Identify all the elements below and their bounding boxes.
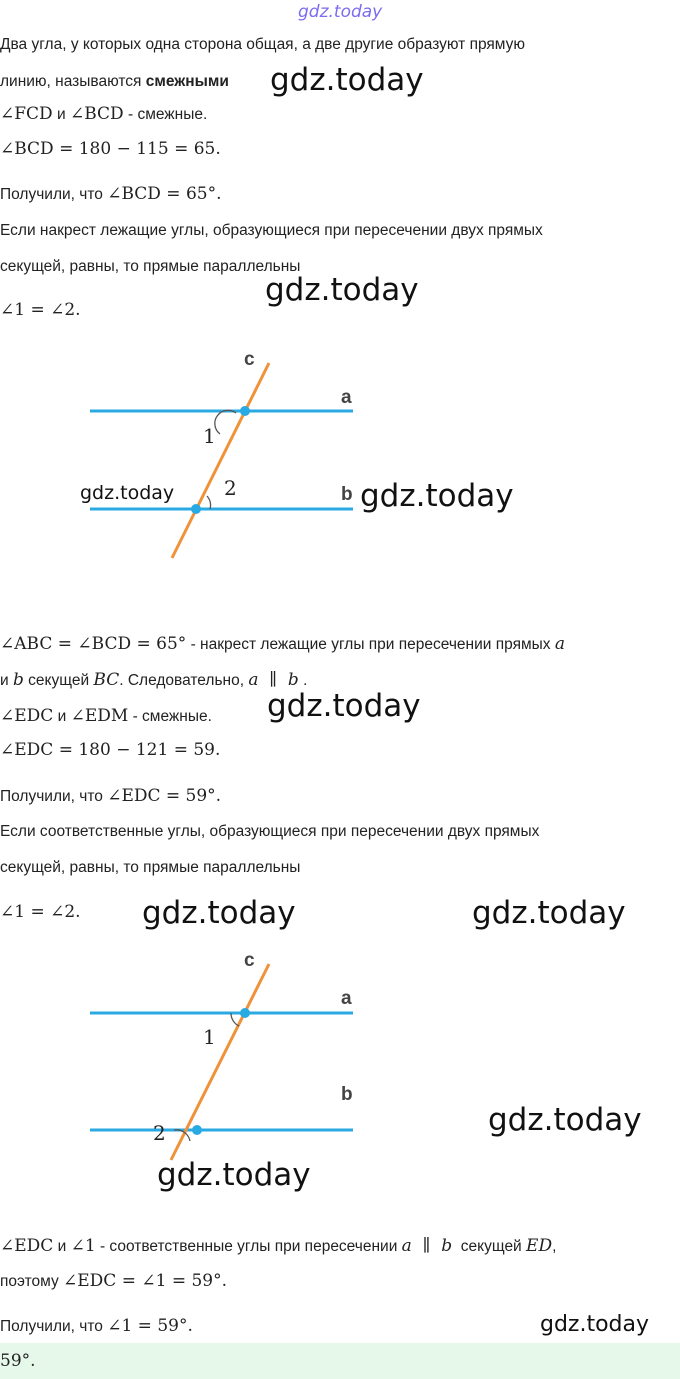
watermark-top: gdz.today: [298, 2, 383, 22]
math-line: ∠BCD = 180 − 115 = 65.: [0, 139, 221, 159]
text-line: ∠EDC и ∠EDM - смежные.: [0, 706, 212, 726]
angle-label-2: 2: [224, 476, 237, 500]
text-line: Два угла, у которых одна сторона общая, а две другие образуют прямую: [0, 36, 526, 53]
answer-value: 59°.: [0, 1351, 36, 1371]
intersection-point: [191, 504, 201, 514]
intersection-point: [240, 406, 250, 416]
label-a: a: [341, 988, 352, 1009]
text-line: ∠FCD и ∠BCD - смежные.: [0, 104, 208, 124]
angle-label-1: 1: [203, 424, 216, 448]
figure-corresponding-angles: [70, 948, 390, 1168]
angle-arc-1: [215, 410, 236, 434]
text-line: Если соответственные углы, образующиеся при пересечении двух прямых: [0, 823, 540, 840]
text-line: линию, называются смежными: [0, 73, 229, 90]
watermark: gdz.today: [488, 1102, 642, 1138]
text-line: ∠ABC = ∠BCD = 65° - накрест лежащие углы при пересечении прямых a: [0, 634, 565, 654]
text-line: Получили, что ∠BCD = 65°.: [0, 184, 222, 204]
text-line: Получили, что ∠EDC = 59°.: [0, 786, 222, 806]
label-c: c: [244, 950, 255, 971]
watermark: gdz.today: [157, 1157, 311, 1193]
math-line: ∠EDC = 180 − 121 = 59.: [0, 740, 221, 760]
text-line: Если накрест лежащие углы, образующиеся при пересечении двух прямых: [0, 222, 543, 239]
text-line: Получили, что ∠1 = 59°.: [0, 1316, 193, 1336]
intersection-point: [192, 1125, 202, 1135]
angle-arc-2: [207, 496, 211, 509]
angle-label-2: 2: [153, 1121, 166, 1145]
watermark: gdz.today: [265, 272, 419, 308]
math-line: ∠1 = ∠2.: [0, 300, 81, 320]
angle-label-1: 1: [203, 1025, 216, 1049]
watermark: gdz.today: [267, 688, 421, 724]
label-b: b: [341, 1084, 353, 1105]
text-line: секущей, равны, то прямые параллельны: [0, 258, 301, 275]
label-b: b: [341, 484, 353, 505]
watermark: gdz.today: [540, 1312, 650, 1337]
text-line: и b секущей BC. Следовательно, a ∥ b .: [0, 670, 308, 690]
answer-box: [0, 1343, 680, 1379]
intersection-point: [240, 1008, 250, 1018]
term-smezhnye: смежными: [145, 73, 229, 90]
line-c: [172, 363, 269, 558]
text-line: поэтому ∠EDC = ∠1 = 59°.: [0, 1271, 228, 1291]
math-line: ∠1 = ∠2.: [0, 902, 81, 922]
watermark: gdz.today: [270, 62, 424, 98]
text-line: секущей, равны, то прямые параллельны: [0, 859, 301, 876]
figure-alternate-angles: [70, 345, 390, 565]
text-line: ∠EDC и ∠1 - соответственные углы при пересечении a ∥ b секущей ED,: [0, 1236, 557, 1256]
label-a: a: [341, 387, 352, 408]
label-c: c: [244, 349, 255, 370]
watermark: gdz.today: [80, 482, 175, 504]
watermark: gdz.today: [142, 895, 296, 931]
watermark: gdz.today: [360, 478, 514, 514]
watermark: gdz.today: [472, 895, 626, 931]
